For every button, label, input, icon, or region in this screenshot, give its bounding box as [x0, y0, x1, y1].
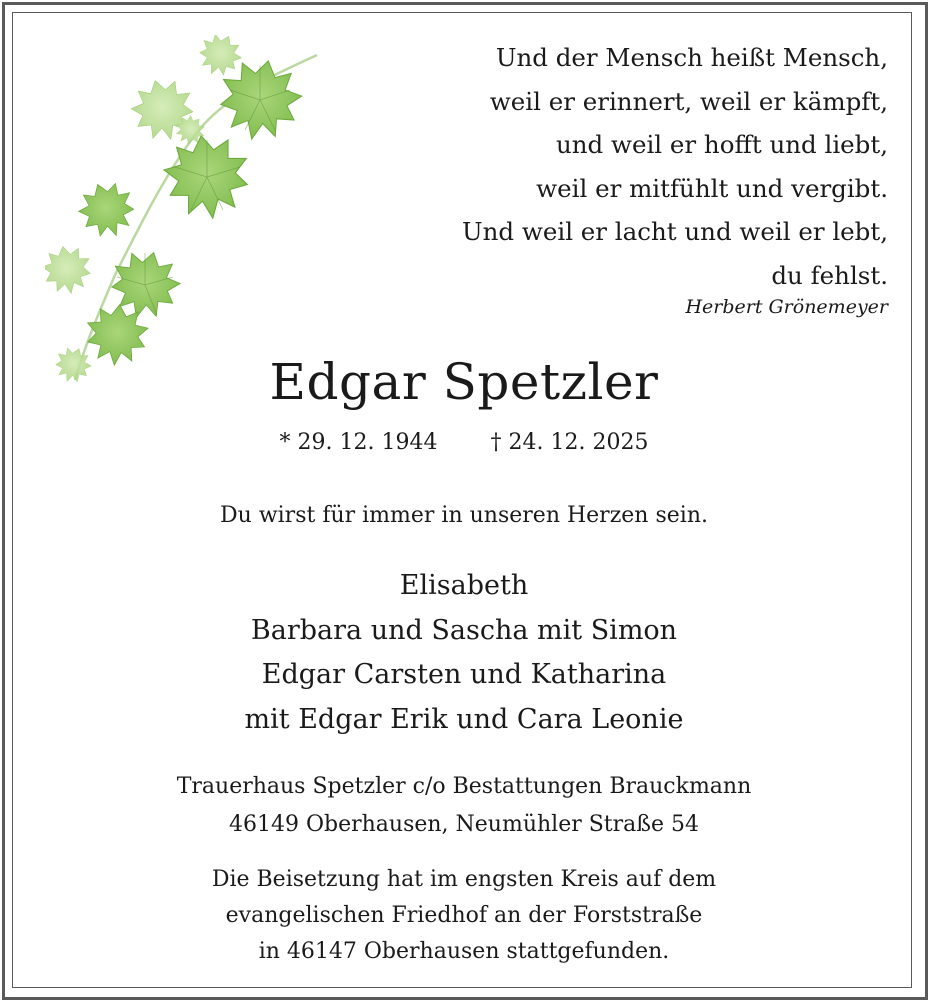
poem	[462, 36, 888, 297]
memorial-motto: Du wirst für immer in unseren Herzen sein.	[220, 503, 708, 528]
address-line: 46149 Oberhausen, Neumühler Straße 54	[228, 811, 699, 837]
burial-line: evangelischen Friedhof an der Forststraße	[225, 903, 703, 928]
mourners-list	[0, 564, 928, 742]
poem-line: weil er mitfühlt und vergibt.	[536, 173, 888, 203]
death-date: † 24. 12. 2025	[490, 430, 649, 455]
poem-author: Herbert Grönemeyer	[685, 296, 888, 318]
address-line: Trauerhaus Spetzler c/o Bestattungen Brauckmann	[176, 774, 752, 799]
poem-line: Und weil er lacht und weil er lebt,	[461, 217, 888, 246]
life-dates	[0, 430, 928, 455]
mourner-line: Barbara und Sascha mit Simon	[250, 614, 678, 646]
burial-line: Die Beisetzung hat im engsten Kreis auf dem	[211, 867, 717, 892]
poem-line: du fehlst.	[771, 260, 888, 290]
burial-line: in 46147 Oberhausen stattgefunden.	[258, 939, 670, 964]
poem-line: Und der Mensch heißt Mensch,	[495, 43, 888, 72]
mourner-line: mit Edgar Erik und Cara Leonie	[244, 703, 684, 735]
poem-line: und weil er hofft und liebt,	[555, 130, 888, 159]
birth-date: * 29. 12. 1944	[279, 430, 438, 455]
deceased-name: Edgar Spetzler	[269, 353, 659, 411]
poem-line: weil er erinnert, weil er kämpft,	[489, 86, 888, 116]
burial-notice	[0, 862, 928, 970]
mourning-address	[0, 768, 928, 843]
mourner-line: Elisabeth	[399, 570, 529, 601]
mourner-line: Edgar Carsten und Katharina	[261, 659, 667, 690]
